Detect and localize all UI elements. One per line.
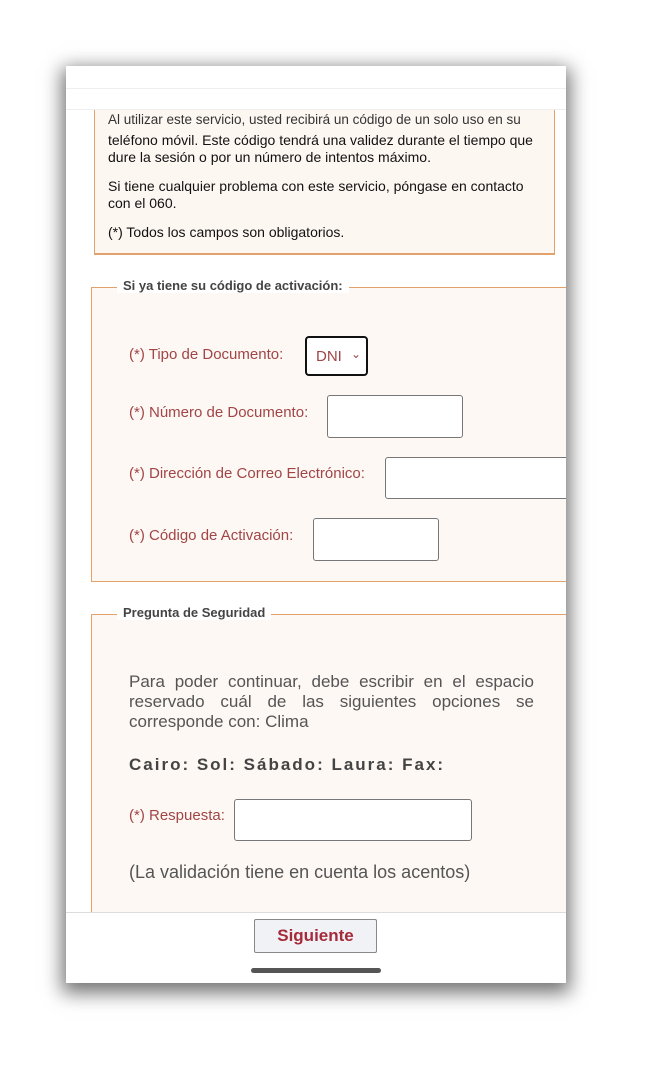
info-required-note: (*) Todos los campos son obligatorios. [108, 224, 345, 240]
doc-number-label: (*) Número de Documento: [129, 404, 309, 421]
doc-number-input[interactable] [327, 395, 463, 438]
security-question: Para poder continuar, debe escribir en el espacio reservado cuál de las siguientes opciones se corresponde con: Clima [129, 672, 534, 731]
security-fieldset [91, 614, 566, 956]
browser-top-bar [66, 66, 566, 89]
security-legend: Pregunta de Seguridad [117, 605, 271, 620]
security-options: Cairo: Sol: Sábado: Laura: Fax: [129, 755, 446, 774]
info-paragraph-2: Si tiene cualquier problema con este servicio, póngase en contacto con el 060. [108, 178, 524, 211]
info-clipped-line: Al utilizar este servicio, usted recibirá un código de un solo uso en su [108, 112, 521, 127]
home-indicator[interactable] [251, 968, 381, 973]
answer-label: (*) Respuesta: [129, 807, 225, 824]
email-input[interactable] [385, 457, 566, 499]
browser-sub-bar [66, 89, 566, 110]
info-box [94, 106, 555, 255]
doc-type-select[interactable] [305, 336, 368, 376]
activation-code-label: (*) Código de Activación: [129, 527, 294, 544]
activation-code-input[interactable] [313, 518, 439, 561]
accent-note: (La validación tiene en cuenta los acentos) [129, 862, 471, 882]
info-paragraph-1: teléfono móvil. Este código tendrá una validez durante el tiempo que dure la sesión o por un número de intentos máximo. [108, 132, 533, 165]
doc-type-label: (*) Tipo de Documento: [129, 346, 284, 363]
email-label: (*) Dirección de Correo Electrónico: [129, 465, 365, 482]
bottom-bar [66, 912, 566, 983]
chevron-down-icon: ⌄ [351, 347, 362, 361]
phone-screen [66, 66, 566, 983]
activation-legend: Si ya tiene su código de activación: [117, 278, 349, 293]
next-button[interactable]: Siguiente [254, 919, 377, 953]
answer-input[interactable] [234, 799, 472, 841]
doc-type-value: DNI [316, 348, 342, 365]
